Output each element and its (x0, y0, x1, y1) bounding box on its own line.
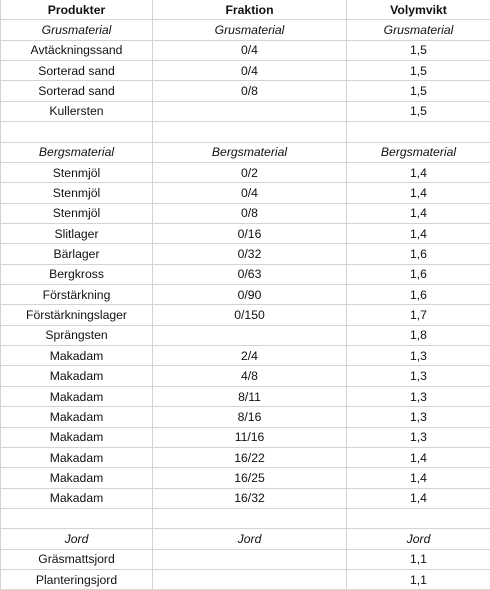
cell-volymvikt: 1,3 (347, 407, 490, 427)
table-body (1, 20, 490, 590)
table-row (1, 101, 490, 121)
section-cell-fraktion: Bergsmaterial (153, 142, 347, 162)
table-row (1, 61, 490, 81)
table-row (1, 162, 490, 182)
cell-fraktion: 2/4 (153, 346, 347, 366)
table-row (1, 223, 490, 243)
cell-produkt: Bergkross (1, 264, 153, 284)
header-row (1, 0, 490, 20)
cell-fraktion: 0/8 (153, 203, 347, 223)
cell-volymvikt: 1,5 (347, 81, 490, 101)
cell-produkt: Stenmjöl (1, 183, 153, 203)
cell-produkt (1, 508, 153, 528)
cell-volymvikt: 1,8 (347, 325, 490, 345)
cell-fraktion: 0/90 (153, 285, 347, 305)
table-row (1, 285, 490, 305)
cell-produkt: Makadam (1, 366, 153, 386)
cell-fraktion (153, 570, 347, 590)
cell-produkt: Sorterad sand (1, 61, 153, 81)
section-cell-volymvikt: Grusmaterial (347, 20, 490, 40)
cell-produkt: Planteringsjord (1, 570, 153, 590)
table-row (1, 264, 490, 284)
table-row (1, 427, 490, 447)
cell-volymvikt: 1,1 (347, 570, 490, 590)
table-row (1, 244, 490, 264)
cell-fraktion: 0/4 (153, 61, 347, 81)
cell-fraktion (153, 325, 347, 345)
cell-volymvikt: 1,3 (347, 366, 490, 386)
cell-fraktion: 0/2 (153, 162, 347, 182)
cell-fraktion (153, 549, 347, 569)
cell-volymvikt: 1,7 (347, 305, 490, 325)
cell-produkt: Bärlager (1, 244, 153, 264)
cell-fraktion: 0/4 (153, 40, 347, 60)
cell-produkt: Stenmjöl (1, 162, 153, 182)
cell-fraktion: 16/32 (153, 488, 347, 508)
section-cell-fraktion: Jord (153, 529, 347, 549)
spacer-row (1, 122, 490, 142)
cell-produkt: Sorterad sand (1, 81, 153, 101)
cell-fraktion: 0/63 (153, 264, 347, 284)
table-row (1, 386, 490, 406)
table-row (1, 325, 490, 345)
cell-fraktion: 0/8 (153, 81, 347, 101)
cell-fraktion: 8/11 (153, 386, 347, 406)
cell-produkt: Makadam (1, 427, 153, 447)
section-cell-produkt: Bergsmaterial (1, 142, 153, 162)
table-row (1, 447, 490, 467)
cell-fraktion: 8/16 (153, 407, 347, 427)
cell-volymvikt (347, 122, 490, 142)
cell-produkt: Makadam (1, 386, 153, 406)
cell-volymvikt: 1,5 (347, 40, 490, 60)
cell-produkt: Slitlager (1, 223, 153, 243)
cell-produkt: Avtäckningssand (1, 40, 153, 60)
cell-volymvikt: 1,5 (347, 61, 490, 81)
table-row (1, 40, 490, 60)
table-row (1, 346, 490, 366)
cell-fraktion (153, 122, 347, 142)
cell-produkt (1, 122, 153, 142)
section-cell-produkt: Grusmaterial (1, 20, 153, 40)
section-cell-volymvikt: Bergsmaterial (347, 142, 490, 162)
section-row (1, 529, 490, 549)
cell-produkt: Makadam (1, 447, 153, 467)
table-row (1, 488, 490, 508)
cell-fraktion: 16/25 (153, 468, 347, 488)
cell-produkt: Kullersten (1, 101, 153, 121)
cell-volymvikt: 1,1 (347, 549, 490, 569)
cell-produkt: Förstärkningslager (1, 305, 153, 325)
cell-produkt: Makadam (1, 346, 153, 366)
table-row (1, 468, 490, 488)
cell-produkt: Makadam (1, 488, 153, 508)
section-row (1, 142, 490, 162)
cell-volymvikt: 1,4 (347, 162, 490, 182)
cell-volymvikt: 1,4 (347, 183, 490, 203)
cell-volymvikt: 1,3 (347, 386, 490, 406)
cell-fraktion: 4/8 (153, 366, 347, 386)
cell-fraktion: 16/22 (153, 447, 347, 467)
cell-volymvikt: 1,4 (347, 223, 490, 243)
section-cell-produkt: Jord (1, 529, 153, 549)
cell-fraktion (153, 101, 347, 121)
cell-produkt: Förstärkning (1, 285, 153, 305)
cell-volymvikt: 1,4 (347, 468, 490, 488)
section-cell-volymvikt: Jord (347, 529, 490, 549)
cell-fraktion: 0/150 (153, 305, 347, 325)
cell-volymvikt: 1,5 (347, 101, 490, 121)
header-produkter: Produkter (1, 0, 153, 20)
cell-produkt: Makadam (1, 468, 153, 488)
cell-volymvikt: 1,4 (347, 203, 490, 223)
cell-volymvikt: 1,3 (347, 427, 490, 447)
cell-volymvikt: 1,6 (347, 264, 490, 284)
table-row (1, 305, 490, 325)
cell-fraktion: 11/16 (153, 427, 347, 447)
cell-volymvikt: 1,3 (347, 346, 490, 366)
cell-volymvikt (347, 508, 490, 528)
header-fraktion: Fraktion (153, 0, 347, 20)
cell-volymvikt: 1,6 (347, 285, 490, 305)
cell-produkt: Stenmjöl (1, 203, 153, 223)
table-row (1, 81, 490, 101)
cell-volymvikt: 1,6 (347, 244, 490, 264)
table-row (1, 203, 490, 223)
cell-fraktion: 0/16 (153, 223, 347, 243)
header-volymvikt: Volymvikt (347, 0, 490, 20)
cell-volymvikt: 1,4 (347, 447, 490, 467)
section-cell-fraktion: Grusmaterial (153, 20, 347, 40)
section-row (1, 20, 490, 40)
cell-fraktion: 0/32 (153, 244, 347, 264)
spacer-row (1, 508, 490, 528)
cell-fraktion (153, 508, 347, 528)
cell-fraktion: 0/4 (153, 183, 347, 203)
cell-produkt: Sprängsten (1, 325, 153, 345)
table-row (1, 570, 490, 590)
cell-produkt: Makadam (1, 407, 153, 427)
table-row (1, 183, 490, 203)
table-row (1, 549, 490, 569)
cell-volymvikt: 1,4 (347, 488, 490, 508)
cell-produkt: Gräsmattsjord (1, 549, 153, 569)
table-row (1, 407, 490, 427)
table-row (1, 366, 490, 386)
